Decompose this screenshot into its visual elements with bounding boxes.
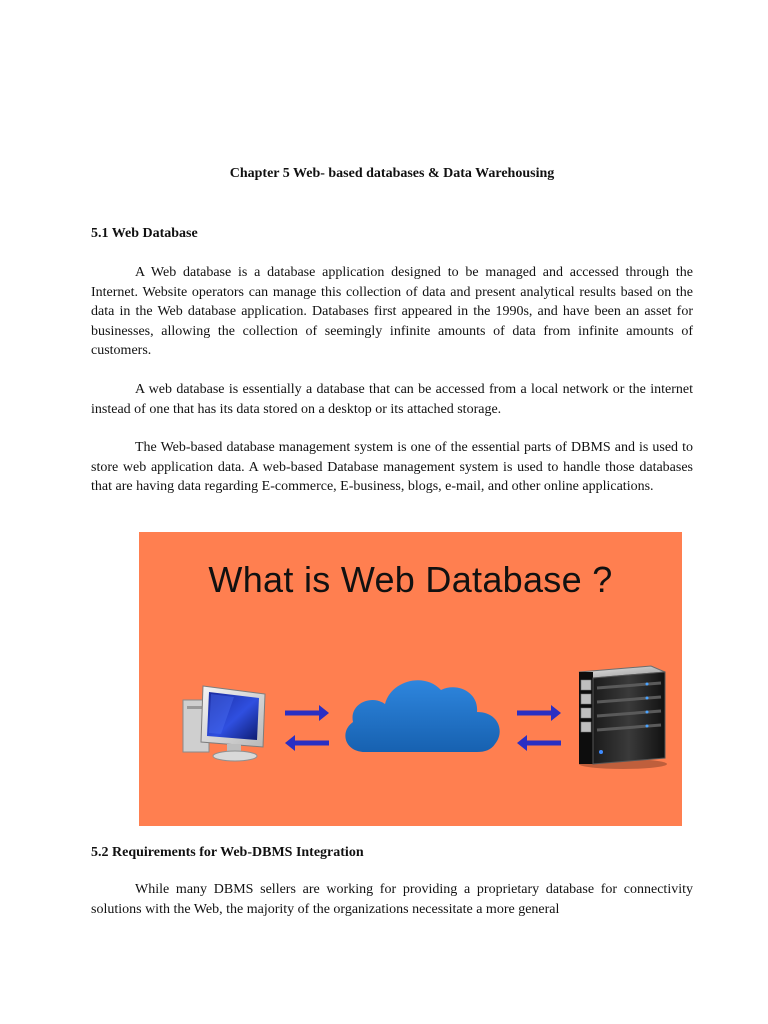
chapter-title: Chapter 5 Web- based databases & Data Warehousing (229, 166, 555, 181)
section-heading-5-1: 5.1 Web Database (91, 226, 198, 241)
paragraph: A web database is essentially a database that can be accessed from a local network or the internet instead of one that has its data stored on a desktop or its attached storage. (91, 382, 693, 417)
web-database-figure (139, 532, 682, 826)
computer-icon (183, 686, 265, 761)
paragraph: A Web database is a database application designed to be managed and accessed through the Internet. Website operators can manage this collection of data and present analytical results based on the data in the Web database application. Databases first appeared in the 1990s, and have been an asset for businesses, allowing the collection of seemingly infinite amounts of data from infinite amounts of customers. (91, 265, 693, 358)
section-heading-5-2: 5.2 Requirements for Web-DBMS Integration (91, 845, 364, 860)
paragraph: While many DBMS sellers are working for providing a proprietary database for connectivity solutions with the Web, the majority of the organizations necessitate a more general (91, 882, 693, 917)
figure-illustration (139, 532, 682, 826)
double-arrow-icon (285, 705, 329, 751)
figure-title: What is Web Database ? (208, 559, 613, 600)
cloud-icon (345, 680, 499, 752)
paragraph: The Web-based database management system is one of the essential parts of DBMS and is used to store web application data. A web-based Database management system is used to handle those databases that are having data regarding E-commerce, E-business, blogs, e-mail, and other online applications. (91, 440, 693, 494)
double-arrow-icon (517, 705, 561, 751)
server-icon (579, 666, 667, 769)
